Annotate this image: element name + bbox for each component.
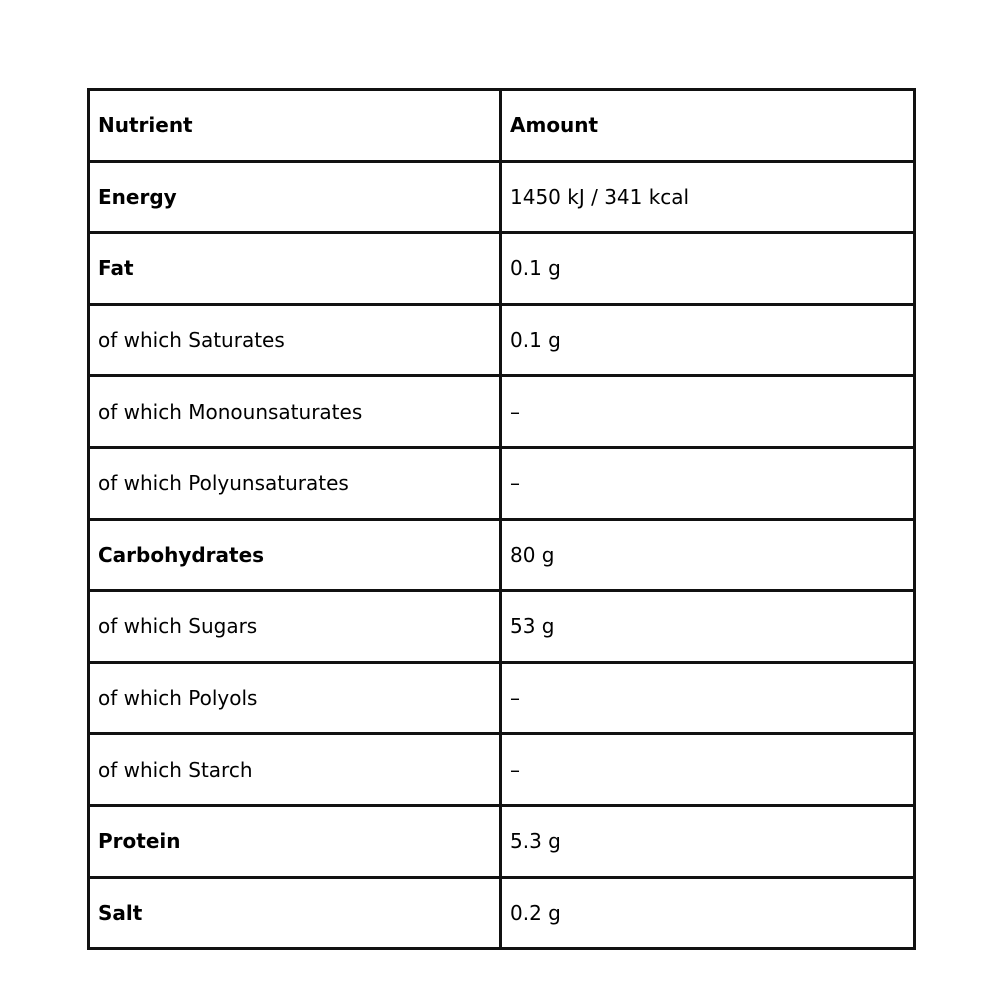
table-row	[89, 734, 915, 806]
table-row	[89, 805, 915, 877]
table-header-row	[89, 90, 915, 162]
table-row	[89, 161, 915, 233]
nutrient-name: of which Sugars	[89, 591, 501, 663]
nutrient-name: Salt	[89, 877, 501, 949]
nutrient-amount: 80 g	[501, 519, 915, 591]
nutrient-name: of which Saturates	[89, 304, 501, 376]
nutrient-amount: 0.1 g	[501, 304, 915, 376]
table-row	[89, 376, 915, 448]
nutrient-amount: 0.2 g	[501, 877, 915, 949]
nutrient-amount: 5.3 g	[501, 805, 915, 877]
nutrient-name: Carbohydrates	[89, 519, 501, 591]
table-row	[89, 877, 915, 949]
nutrient-name: Energy	[89, 161, 501, 233]
table-row	[89, 662, 915, 734]
nutrient-name: of which Starch	[89, 734, 501, 806]
table-row	[89, 447, 915, 519]
nutrient-name: of which Polyunsaturates	[89, 447, 501, 519]
nutrient-amount: 53 g	[501, 591, 915, 663]
header-amount: Amount	[501, 90, 915, 162]
table-row	[89, 519, 915, 591]
nutrient-amount: 0.1 g	[501, 233, 915, 305]
nutrient-amount: –	[501, 447, 915, 519]
table-row	[89, 591, 915, 663]
nutrient-name: Protein	[89, 805, 501, 877]
nutrient-amount: –	[501, 662, 915, 734]
nutrient-name: of which Monounsaturates	[89, 376, 501, 448]
table-row	[89, 304, 915, 376]
header-nutrient: Nutrient	[89, 90, 501, 162]
table-row	[89, 233, 915, 305]
nutrient-name: of which Polyols	[89, 662, 501, 734]
nutrition-table	[87, 88, 916, 950]
nutrient-name: Fat	[89, 233, 501, 305]
nutrient-amount: 1450 kJ / 341 kcal	[501, 161, 915, 233]
nutrient-amount: –	[501, 376, 915, 448]
nutrient-amount: –	[501, 734, 915, 806]
